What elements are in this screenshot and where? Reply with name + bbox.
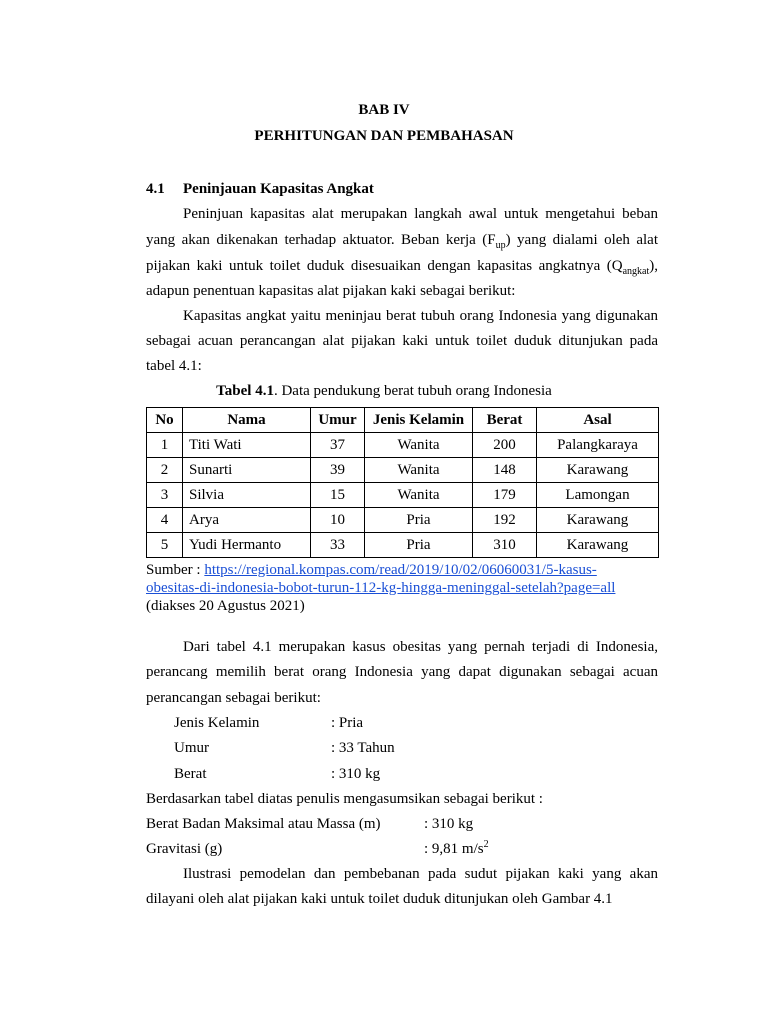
header-jenis-kelamin: Jenis Kelamin — [365, 408, 473, 433]
p2-line1: Kapasitas angkat yaitu meninjau berat tubuh orang Indonesia yang digunakan — [183, 308, 658, 324]
table-row — [147, 433, 659, 458]
source-link[interactable]: https://regional.kompas.com/read/2019/10/02/06060031/5-kasus- — [204, 562, 597, 578]
p1-line4: adapun penentuan kapasitas alat pijakan kaki sebagai berikut: — [146, 283, 516, 299]
p2-line2: sebagai acuan perancangan alat pijakan kaki untuk toilet duduk ditunjukan pada — [146, 333, 658, 349]
source-accessed: (diakses 20 Agustus 2021) — [146, 598, 305, 614]
table-header-row — [147, 408, 659, 433]
assumption-value: : 310 kg — [424, 816, 474, 832]
cell-umur: 10 — [311, 508, 365, 533]
p1-line2-b: ) yang dialami oleh alat — [505, 232, 658, 248]
gravity-value: : 9,81 m/s — [424, 841, 484, 857]
cell-no: 1 — [147, 433, 183, 458]
p1-line2-a: yang akan dikenakan terhadap aktuator. Beban kerja (F — [146, 232, 496, 248]
p1-line3-b: ), — [649, 258, 658, 274]
section-title: Peninjauan Kapasitas Angkat — [183, 181, 374, 197]
table-row — [147, 533, 659, 558]
section-number: 4.1 — [146, 181, 165, 197]
cell-jenis-kelamin: Wanita — [365, 433, 473, 458]
cell-nama: Titi Wati — [183, 433, 311, 458]
f-up-subscript: up — [495, 240, 506, 251]
header-nama: Nama — [183, 408, 311, 433]
cell-umur: 15 — [311, 483, 365, 508]
p1-line1: Peninjuan kapasitas alat merupakan langkah awal untuk mengetahui beban — [183, 206, 658, 222]
q-angkat-subscript: angkat — [622, 266, 650, 277]
p1-line3 — [146, 258, 658, 275]
gravity-exponent: 2 — [483, 839, 489, 850]
cell-jenis-kelamin: Pria — [365, 508, 473, 533]
cell-no: 5 — [147, 533, 183, 558]
selection-label: Jenis Kelamin — [174, 715, 260, 731]
cell-berat: 179 — [473, 483, 537, 508]
selection-value: : 33 Tahun — [331, 740, 395, 756]
cell-umur: 33 — [311, 533, 365, 558]
assumption-label: Gravitasi (g) — [146, 841, 223, 857]
source-label: Sumber : — [146, 562, 205, 578]
source-line1 — [146, 562, 597, 579]
cell-nama: Yudi Hermanto — [183, 533, 311, 558]
table-caption-label: Tabel 4.1 — [216, 383, 274, 399]
source-link-continued[interactable]: obesitas-di-indonesia-bobot-turun-112-kg-hingga-meninggal-setelah?page=all — [146, 580, 616, 596]
selection-label: Berat — [174, 766, 207, 782]
chapter-title: PERHITUNGAN DAN PEMBAHASAN — [254, 128, 514, 144]
cell-asal: Lamongan — [537, 483, 659, 508]
p1-line2 — [146, 232, 658, 249]
cell-nama: Arya — [183, 508, 311, 533]
cell-no: 2 — [147, 458, 183, 483]
p4-line1: Ilustrasi pemodelan dan pembebanan pada sudut pijakan kaki yang akan — [183, 866, 658, 882]
table-row — [147, 483, 659, 508]
header-umur: Umur — [311, 408, 365, 433]
header-berat: Berat — [473, 408, 537, 433]
p3-line2: perancang memilih berat orang Indonesia yang dapat digunakan sebagai acuan — [146, 664, 658, 680]
selection-label: Umur — [174, 740, 209, 756]
source-line2 — [146, 580, 615, 597]
cell-berat: 148 — [473, 458, 537, 483]
cell-jenis-kelamin: Pria — [365, 533, 473, 558]
cell-umur: 37 — [311, 433, 365, 458]
assumption-value — [424, 841, 489, 858]
assumption-intro: Berdasarkan tabel diatas penulis mengasumsikan sebagai berikut : — [146, 791, 543, 807]
cell-no: 4 — [147, 508, 183, 533]
table-row — [147, 458, 659, 483]
cell-nama: Silvia — [183, 483, 311, 508]
table-caption-text: . Data pendukung berat tubuh orang Indonesia — [273, 383, 552, 399]
cell-berat: 200 — [473, 433, 537, 458]
cell-asal: Karawang — [537, 533, 659, 558]
table-row — [147, 508, 659, 533]
header-no: No — [147, 408, 183, 433]
cell-jenis-kelamin: Wanita — [365, 483, 473, 508]
data-table — [146, 407, 659, 558]
p4-line2: dilayani oleh alat pijakan kaki untuk toilet duduk ditunjukan oleh Gambar 4.1 — [146, 891, 613, 907]
selection-value: : Pria — [331, 715, 364, 731]
p3-line3: perancangan sebagai berikut: — [146, 690, 321, 706]
cell-no: 3 — [147, 483, 183, 508]
cell-berat: 192 — [473, 508, 537, 533]
cell-asal: Karawang — [537, 508, 659, 533]
cell-nama: Sunarti — [183, 458, 311, 483]
cell-asal: Palangkaraya — [537, 433, 659, 458]
cell-asal: Karawang — [537, 458, 659, 483]
header-asal: Asal — [537, 408, 659, 433]
assumption-label: Berat Badan Maksimal atau Massa (m) — [146, 816, 381, 832]
chapter-number: BAB IV — [358, 102, 410, 118]
cell-jenis-kelamin: Wanita — [365, 458, 473, 483]
p3-line1: Dari tabel 4.1 merupakan kasus obesitas yang pernah terjadi di Indonesia, — [183, 639, 658, 655]
cell-berat: 310 — [473, 533, 537, 558]
selection-value: : 310 kg — [331, 766, 381, 782]
p2-line3: tabel 4.1: — [146, 358, 202, 374]
cell-umur: 39 — [311, 458, 365, 483]
table-caption — [0, 383, 768, 400]
p1-line3-a: pijakan kaki untuk toilet duduk disesuaikan dengan kapasitas angkatnya (Q — [146, 258, 623, 274]
